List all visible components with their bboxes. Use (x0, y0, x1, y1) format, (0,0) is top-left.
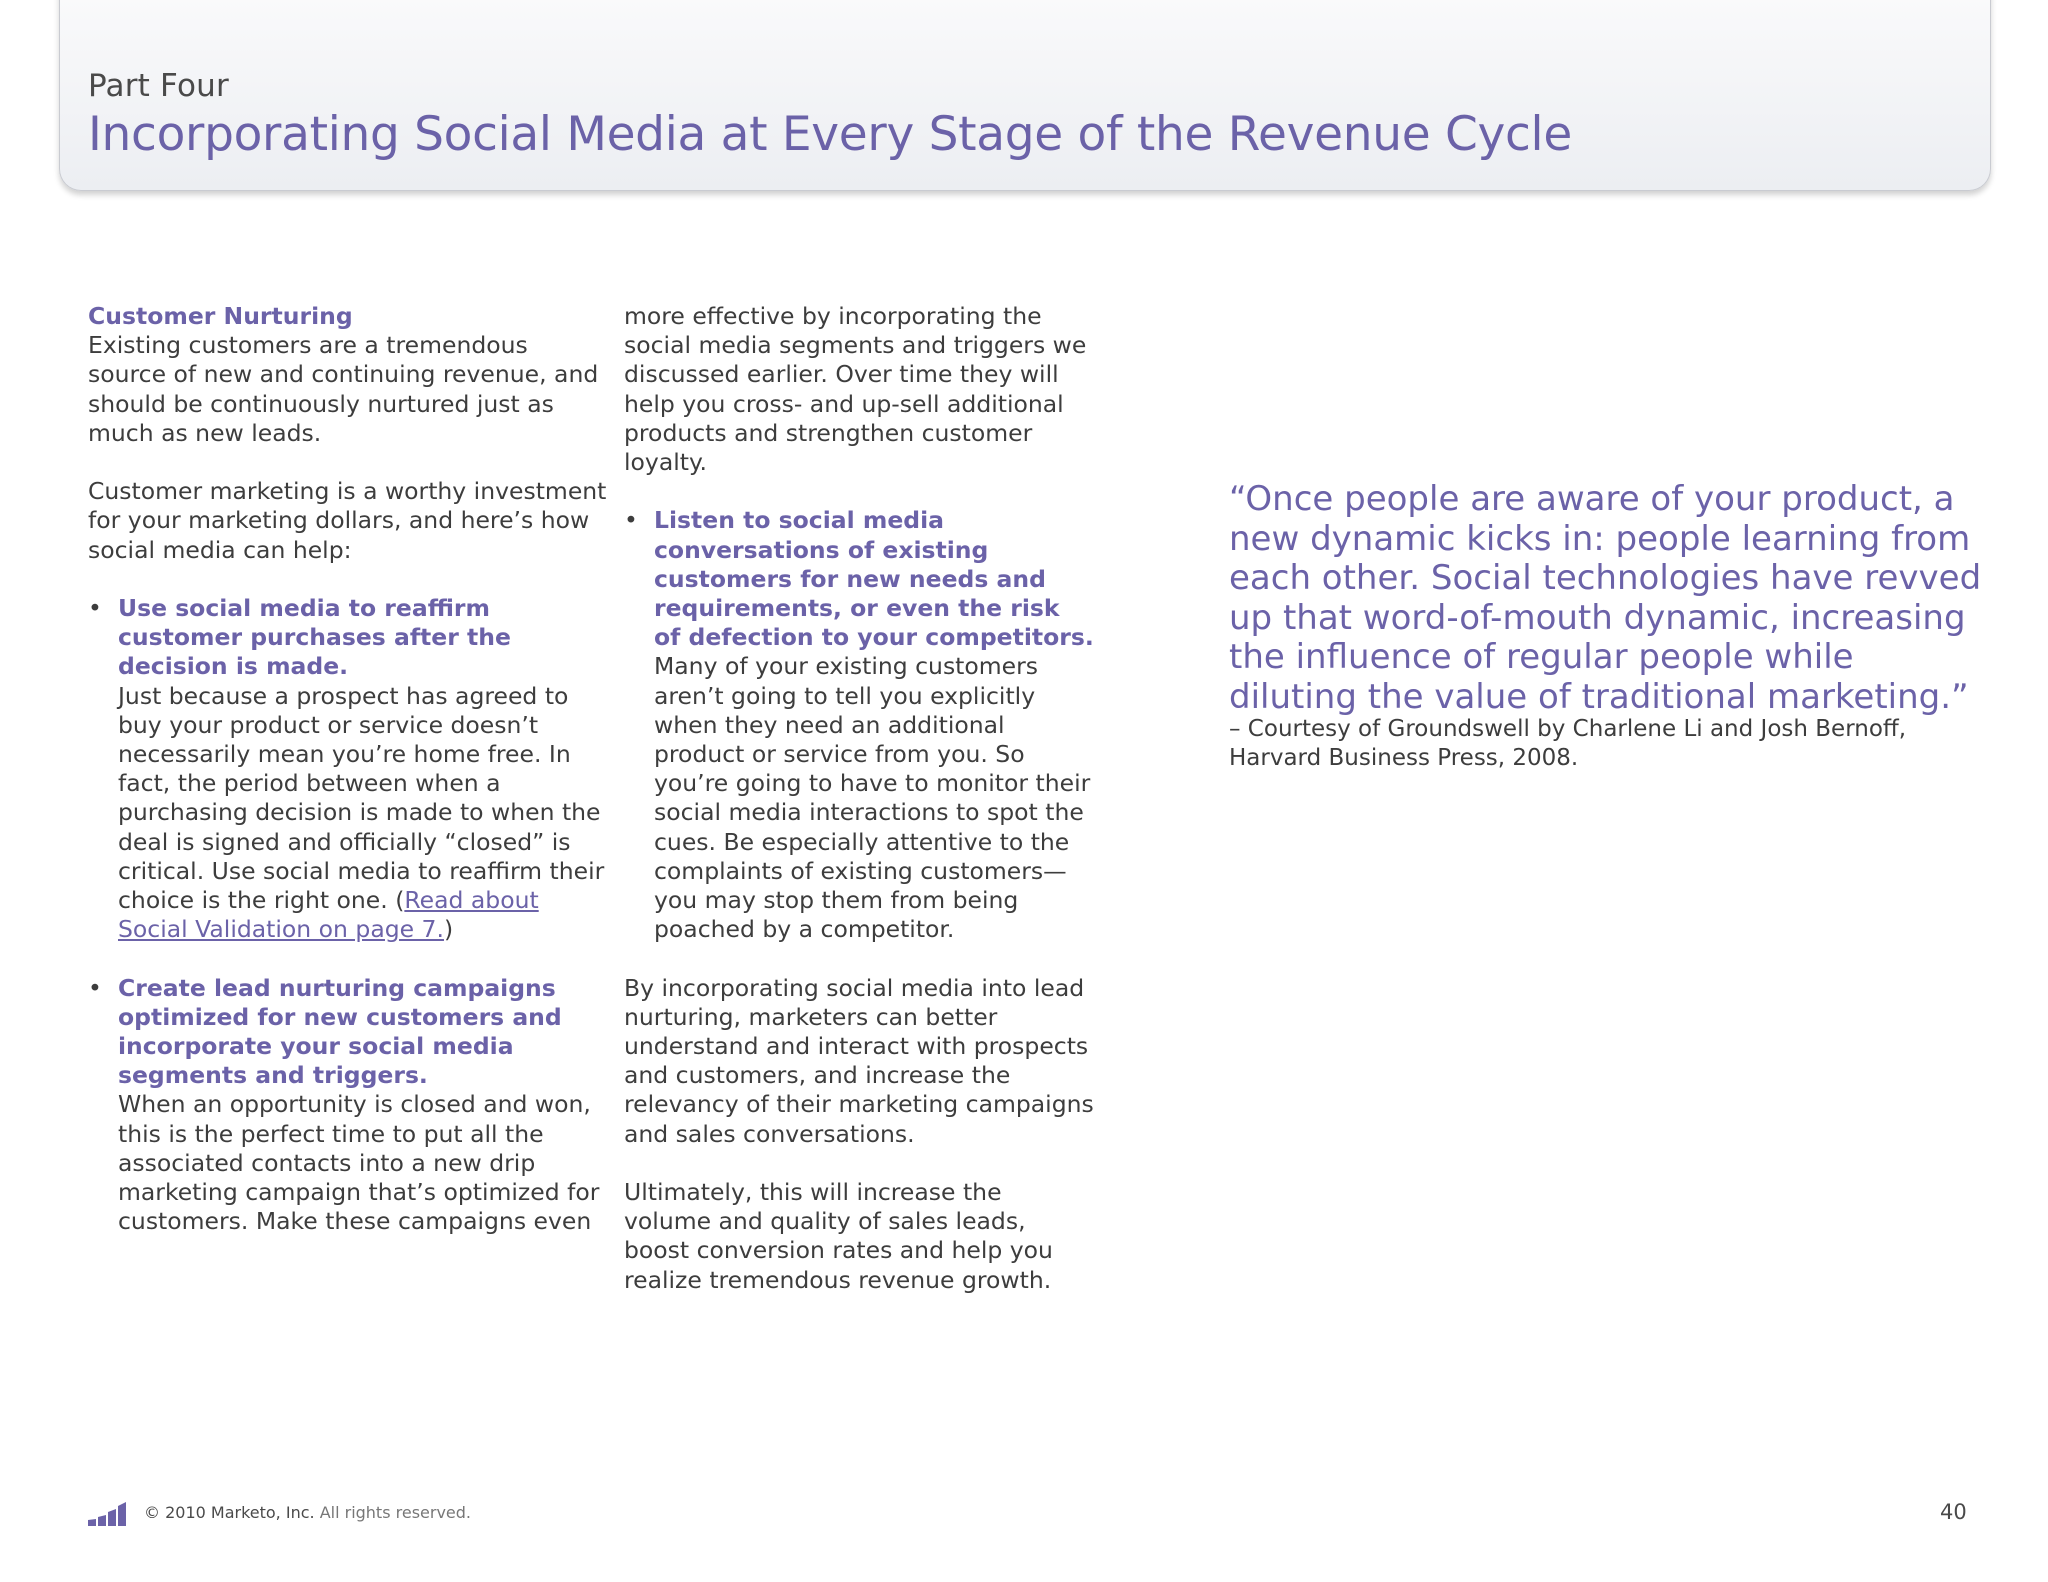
bullet-item (624, 506, 1094, 944)
pull-quote: “Once people are aware of your product, a new dynamic kicks in: people learning from each other. Social technologies have revved up that word-of-mouth dynamic, increasing the influence of regular people while diluting the value of traditional marketing.” (1229, 479, 1982, 717)
column-middle (624, 302, 1094, 1324)
bullet-body: Many of your existing customers aren’t going to tell you explicitly when they need an additional product or service from you. So you’re going to have to monitor their social media interactions to spot the cues. Be especially attentive to the complaints of existing customers—you may stop them from being poached by a competitor. (654, 652, 1091, 944)
bullet-icon: • (88, 594, 102, 622)
bullet-body-text: Just because a prospect has agreed to buy your product or service doesn’t necessarily mean you’re home free. In fact, the period between when a purchasing decision is made to when the deal is signed and officially “closed” is critical. Use social media to reaffirm their choice is the right one. ( (118, 681, 605, 915)
rights-text: All rights reserved. (319, 1503, 472, 1522)
marketo-logo-icon (88, 1500, 128, 1526)
page-title: Incorporating Social Media at Every Stage of the Revenue Cycle (88, 107, 1572, 162)
page-number: 40 (1940, 1500, 1967, 1524)
intro-paragraph: Existing customers are a tremendous source of new and continuing revenue, and should be continuously nurtured just as much as new leads. (88, 331, 599, 447)
social-validation-link[interactable]: Read about Social Validation on page 7. (118, 886, 539, 944)
copyright-text: © 2010 Marketo, Inc. (144, 1503, 315, 1522)
quote-credit: – Courtesy of Groundswell by Charlene Li and Josh Bernoff, Harvard Business Press, 2008. (1229, 716, 1907, 771)
paragraph: By incorporating social media into lead nurturing, marketers can better understand and interact with prospects and customers, and increase the relevancy of their marketing campaigns and sales conversations. (624, 973, 1094, 1148)
continuation-paragraph: more effective by incorporating the social media segments and triggers we discussed earlier. Over time they will help you cross- and up-sell additional products and strengthen customer loyalty. (624, 302, 1087, 477)
bullet-title: Listen to social media conversations of existing customers for new needs and requirements, or even the risk of defection to your competitors. (654, 506, 1094, 652)
bullet-item (88, 974, 608, 1237)
paragraph: Ultimately, this will increase the volume and quality of sales leads, boost conversion rates and help you realize tremendous revenue growth. (624, 1178, 1053, 1294)
bullet-body (118, 682, 608, 945)
bullet-body: When an opportunity is closed and won, this is the perfect time to put all the associated contacts into a new drip marketing campaign that’s optimized for customers. Make these campaigns even (118, 1090, 600, 1236)
bullet-body-close: ) (443, 915, 454, 944)
header-banner (59, 0, 1991, 191)
section-heading: Customer Nurturing (88, 302, 353, 330)
bullet-icon: • (88, 973, 102, 1002)
copyright-notice (144, 1503, 471, 1522)
paragraph: Customer marketing is a worthy investment for your marketing dollars, and here’s how social media can help: (88, 477, 607, 564)
column-left (88, 302, 608, 1266)
bullet-item (88, 594, 608, 944)
part-label: Part Four (88, 68, 229, 104)
bullet-title: Use social media to reaffirm customer purchases after the decision is made. (118, 594, 511, 681)
bullet-title: Create lead nurturing campaigns optimized for new customers and incorporate your social media segments and triggers. (118, 973, 562, 1090)
bullet-icon: • (624, 506, 638, 535)
